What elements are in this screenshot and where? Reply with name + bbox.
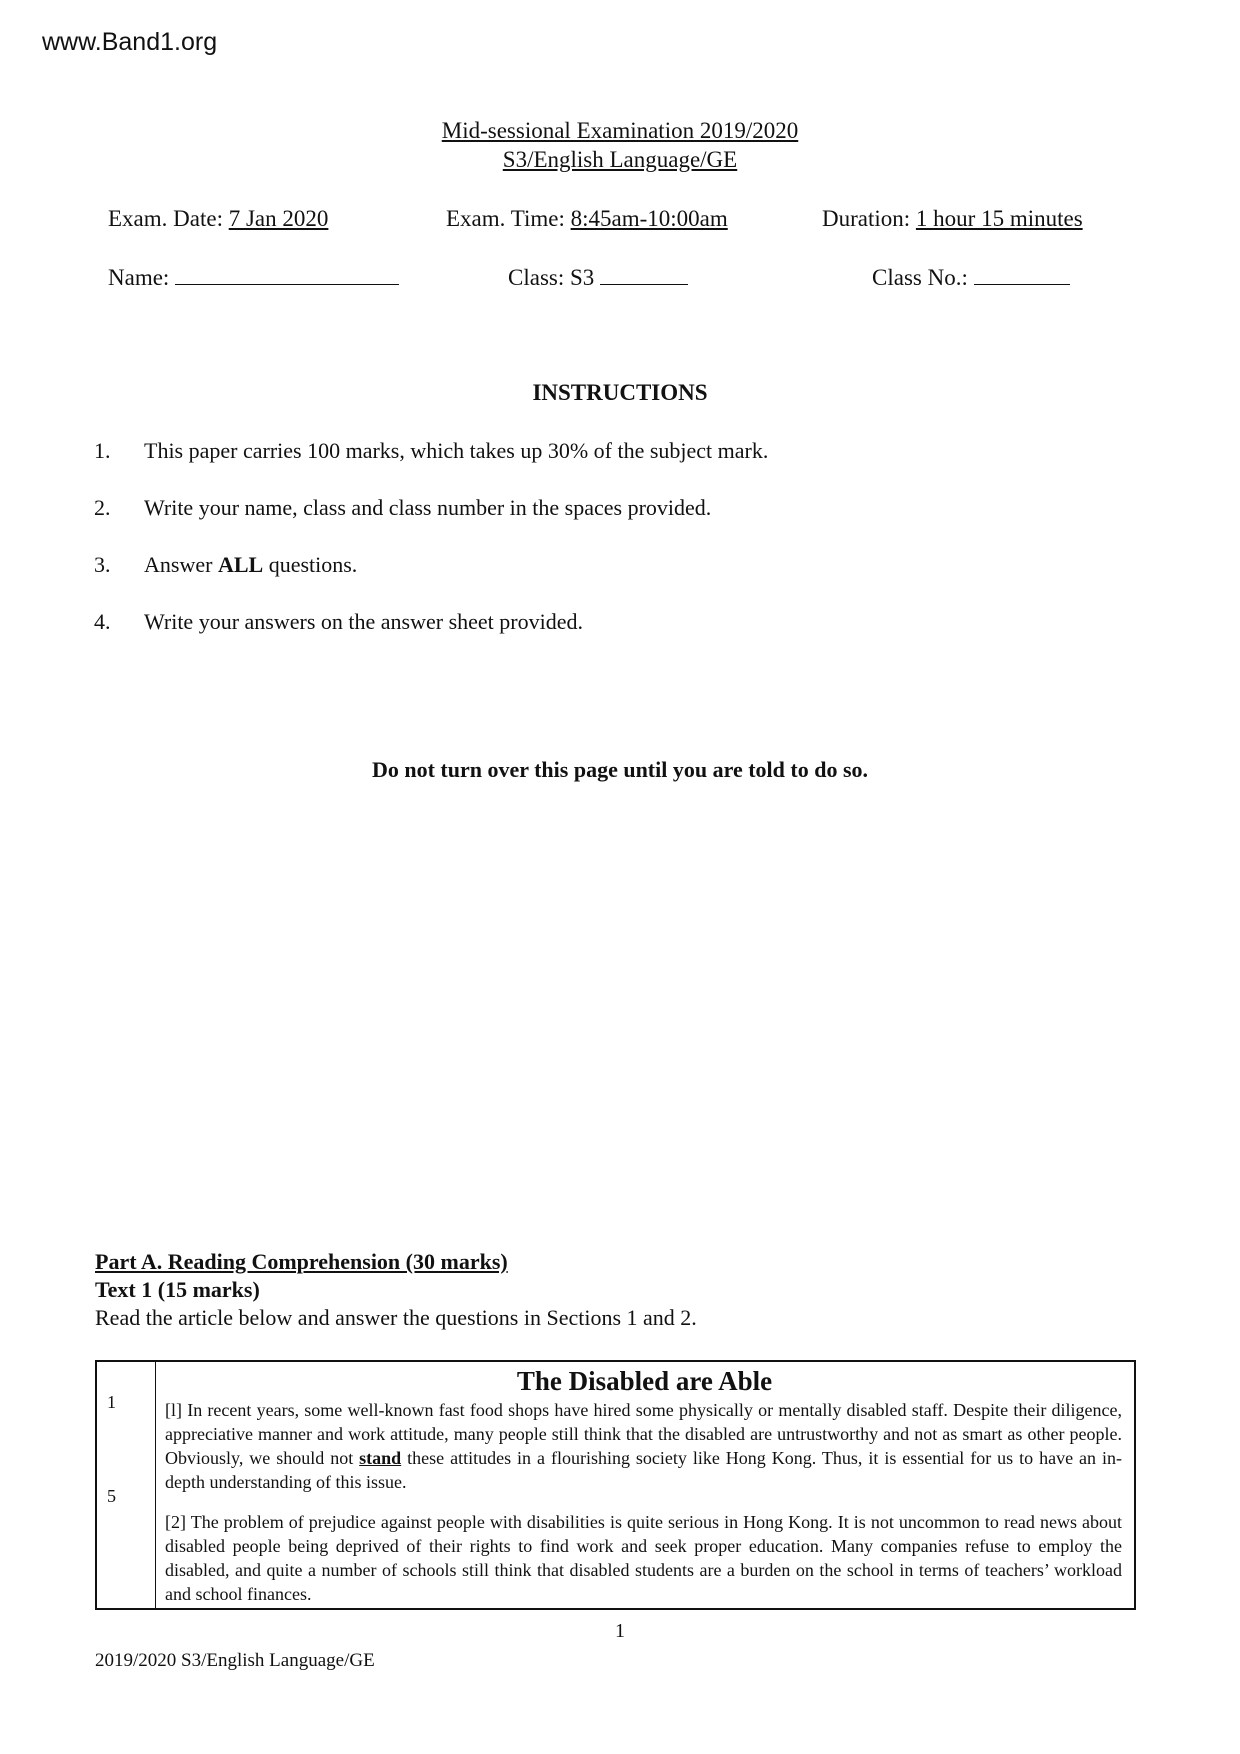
name-label: Name: bbox=[108, 265, 170, 290]
class-no-field bbox=[872, 264, 1070, 291]
line-number-column bbox=[97, 1362, 156, 1608]
highlighted-word: stand bbox=[359, 1448, 402, 1468]
instruction-text: This paper carries 100 marks, which takes up 30% of the subject mark. bbox=[144, 438, 769, 463]
line-number: 1 bbox=[107, 1392, 116, 1412]
page-number: 1 bbox=[615, 1620, 625, 1642]
do-not-turn-notice: Do not turn over this page until you are told to do so. bbox=[371, 757, 869, 782]
exam-subject bbox=[0, 147, 1240, 173]
instruction-number: 4. bbox=[94, 609, 111, 634]
exam-time-value: 8:45am-10:00am bbox=[570, 206, 728, 231]
instruction-text: Write your answers on the answer sheet provided. bbox=[144, 609, 583, 634]
instruction-text-post: questions. bbox=[263, 552, 358, 577]
instruction-item bbox=[94, 495, 711, 521]
class-no-blank[interactable] bbox=[974, 264, 1070, 285]
part-a-instruction: Read the article below and answer the questions in Sections 1 and 2. bbox=[95, 1305, 697, 1330]
class-blank[interactable] bbox=[600, 264, 688, 285]
instruction-item bbox=[94, 438, 768, 464]
exam-time-label: Exam. Time: bbox=[446, 206, 565, 231]
exam-title-line1: Mid-sessional Examination 2019/2020 bbox=[441, 118, 799, 143]
class-field bbox=[508, 264, 688, 291]
exam-date-value: 7 Jan 2020 bbox=[228, 206, 329, 231]
exam-time bbox=[446, 206, 728, 232]
instruction-item bbox=[94, 552, 357, 578]
exam-title bbox=[0, 118, 1240, 144]
footer-text: 2019/2020 S3/English Language/GE bbox=[95, 1650, 375, 1671]
duration-value: 1 hour 15 minutes bbox=[915, 206, 1083, 231]
exam-date bbox=[108, 206, 328, 232]
class-no-label: Class No.: bbox=[872, 265, 968, 290]
instruction-text-pre: Answer bbox=[144, 552, 218, 577]
instruction-number: 3. bbox=[94, 552, 111, 577]
watermark: www.Band1.org bbox=[42, 28, 218, 56]
instruction-text-bold: ALL bbox=[217, 552, 264, 577]
part-a-heading: Part A. Reading Comprehension (30 marks) bbox=[95, 1249, 508, 1274]
name-blank[interactable] bbox=[175, 264, 399, 285]
text-1-heading: Text 1 (15 marks) bbox=[95, 1277, 260, 1302]
name-field bbox=[108, 264, 399, 291]
paragraph-1-text-post: these attitudes in a flourishing society like Hong Kong. Thus, it is essential for us to have an in-depth understanding of this issue. bbox=[165, 1448, 1122, 1492]
instruction-text: Write your name, class and class number in the spaces provided. bbox=[144, 495, 712, 520]
article-title: The Disabled are Able bbox=[516, 1366, 773, 1396]
article-paragraph-1 bbox=[165, 1398, 1122, 1494]
line-number: 5 bbox=[107, 1486, 116, 1506]
article-box bbox=[95, 1360, 1136, 1610]
duration bbox=[822, 206, 1083, 232]
exam-date-label: Exam. Date: bbox=[108, 206, 223, 231]
instruction-number: 2. bbox=[94, 495, 111, 520]
instruction-number: 1. bbox=[94, 438, 111, 463]
paragraph-1-text-pre: [l] In recent years, some well-known fast food shops have hired some physically or mentally disabled staff. Despite their diligence, appreciative manner and work attitude, many people still think that the disabled are untrustworthy and not as smart as other people. Obviously, we should not bbox=[165, 1400, 1122, 1468]
instruction-item bbox=[94, 609, 583, 635]
class-label: Class: S3 bbox=[508, 265, 595, 290]
instructions-title: INSTRUCTIONS bbox=[532, 380, 708, 405]
article-paragraph-2: [2] The problem of prejudice against people with disabilities is quite serious in Hong Kong. It is not uncommon to read news about disabled people being deprived of their rights to find work and seek proper education. Many companies refuse to employ the disabled, and quite a number of schools still think that disabled students are a burden on the school in terms of teachers’ workload and school finances. bbox=[165, 1512, 1122, 1604]
duration-label: Duration: bbox=[822, 206, 911, 231]
exam-title-line2: S3/English Language/GE bbox=[502, 147, 738, 172]
